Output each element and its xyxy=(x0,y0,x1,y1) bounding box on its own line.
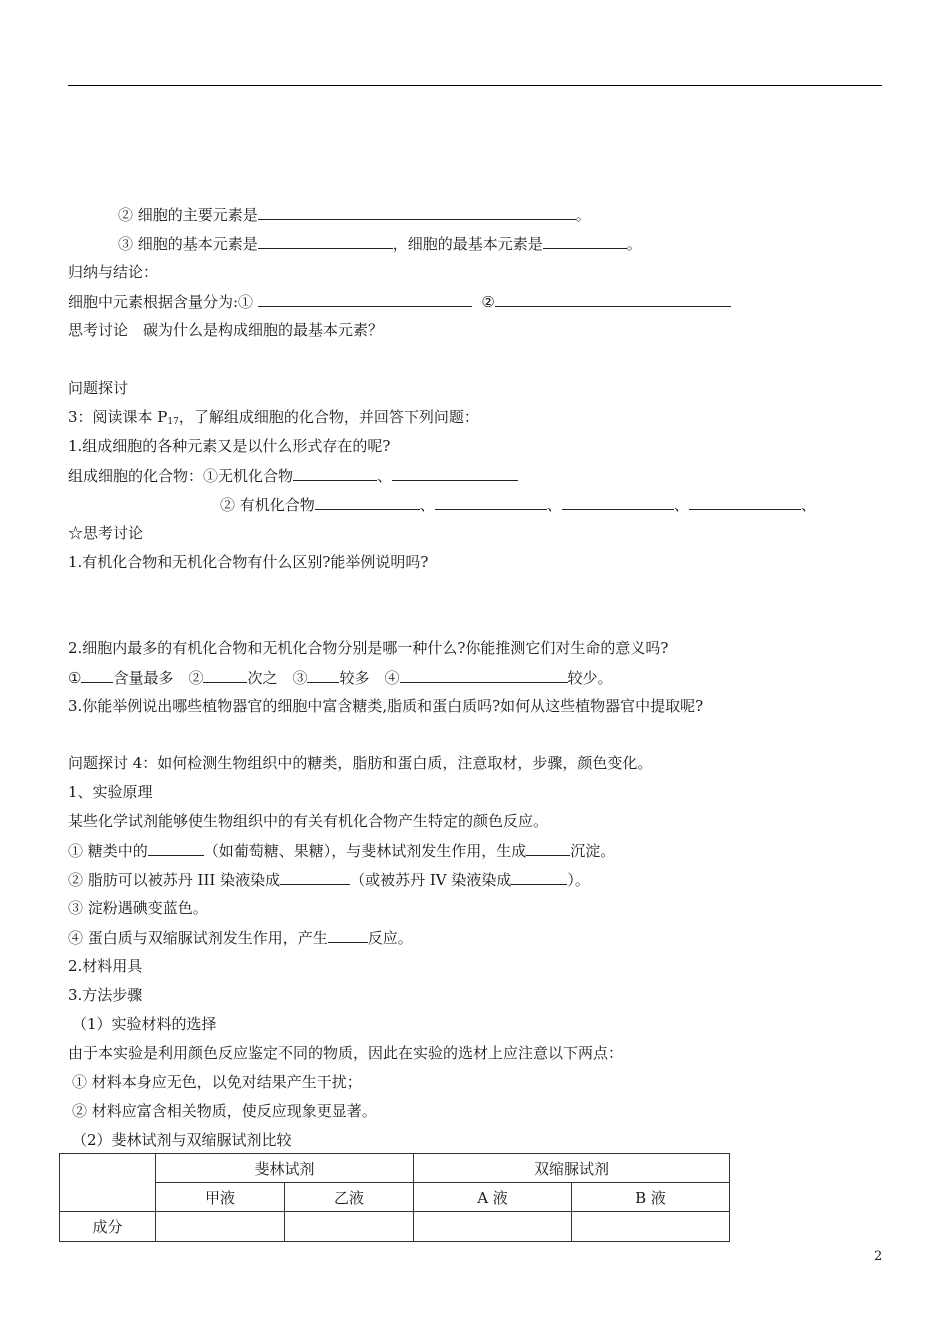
blank-content-1[interactable] xyxy=(258,291,472,307)
think-star-heading: ☆思考讨论 xyxy=(68,524,144,542)
blank-protein-color[interactable] xyxy=(328,927,368,943)
method-1-point-b: ② 材料应富含相关物质，使反应现象更显著。 xyxy=(72,1102,377,1120)
blank-inorganic-2[interactable] xyxy=(392,465,518,481)
blank-organic-3[interactable] xyxy=(562,494,674,510)
blank-most-basic-element[interactable] xyxy=(543,233,627,249)
table-header-jia: 甲液 xyxy=(156,1183,285,1212)
table-header-yi: 乙液 xyxy=(285,1183,414,1212)
line-protein: ④ 蛋白质与双缩脲试剂发生作用，产生 反应。 xyxy=(68,929,413,947)
blank-rank-4[interactable] xyxy=(400,667,568,683)
principle-text: 某些化学试剂能够使生物组织中的有关有机化合物产生特定的颜色反应。 xyxy=(68,812,549,830)
think-3: 3.你能举例说出哪些植物器官的细胞中富含糖类,脂质和蛋白质吗?如何从这些植物器官中提取呢? xyxy=(68,697,704,715)
question-3: 3：阅读课本 $P_{17}$，了解组成细胞的化合物，并回答下列问题： xyxy=(68,408,479,427)
method-heading: 3.方法步骤 xyxy=(68,986,143,1004)
blank-organic-1[interactable] xyxy=(315,494,420,510)
think-carbon: 思考讨论 碳为什么是构成细胞的最基本元素？ xyxy=(68,321,384,339)
problem-heading: 问题探讨 xyxy=(68,379,129,397)
blank-fat-color-3[interactable] xyxy=(280,869,350,885)
blank-sugar-type[interactable] xyxy=(148,840,204,856)
line-basic-elements: ③ 细胞的基本元素是 ，细胞的最基本元素是 。 xyxy=(118,235,642,253)
question-4: 问题探讨 4：如何检测生物组织中的糖类，脂肪和蛋白质，注意取材，步骤，颜色变化。 xyxy=(68,754,653,772)
line-main-elements: ② 细胞的主要元素是 。 xyxy=(118,206,591,224)
blank-organic-2[interactable] xyxy=(435,494,547,510)
table-header-b: B 液 xyxy=(572,1183,730,1212)
table-corner-cell xyxy=(60,1154,156,1212)
page-number: 2 xyxy=(874,1249,883,1264)
table-header-biuret: 双缩脲试剂 xyxy=(414,1154,730,1183)
line-content-classify: 细胞中元素根据含量分为:① ② xyxy=(68,291,731,312)
blank-fat-color-4[interactable] xyxy=(511,869,567,885)
line-fat: ② 脂肪可以被苏丹 III 染液染成 （或被苏丹 IV 染液染成 ）。 xyxy=(68,871,590,889)
blank-rank-1[interactable] xyxy=(81,667,113,683)
blank-rank-3[interactable] xyxy=(307,667,339,683)
blank-sugar-color[interactable] xyxy=(526,840,570,856)
table-cell-b[interactable] xyxy=(572,1212,730,1242)
table-cell-jia[interactable] xyxy=(156,1212,285,1242)
blank-organic-4[interactable] xyxy=(689,494,801,510)
blank-inorganic-1[interactable] xyxy=(293,465,377,481)
summary-heading: 归纳与结论： xyxy=(68,263,159,281)
think-1: 1.有机化合物和无机化合物有什么区别?能举例说明吗? xyxy=(68,553,429,571)
line-ranking: ① 含量最多 ② 次之 ③ 较多 ④ 较少。 xyxy=(68,669,613,687)
table-header-a: A 液 xyxy=(414,1183,572,1212)
method-1-point-a: ① 材料本身应无色，以免对结果产生干扰； xyxy=(72,1073,362,1091)
blank-rank-2[interactable] xyxy=(203,667,247,683)
method-2-heading: （2）斐林试剂与双缩脲试剂比较 xyxy=(72,1131,292,1149)
line-sugar: ① 糖类中的 （如葡萄糖、果糖），与斐林试剂发生作用，生成 沉淀。 xyxy=(68,842,616,860)
table-header-fehling: 斐林试剂 xyxy=(156,1154,414,1183)
principle-heading: 1、实验原理 xyxy=(68,783,153,801)
table-cell-yi[interactable] xyxy=(285,1212,414,1242)
blank-basic-elements[interactable] xyxy=(258,233,393,249)
blank-content-2[interactable] xyxy=(495,291,731,307)
materials-heading: 2.材料用具 xyxy=(68,957,143,975)
line-compounds-inorganic: 组成细胞的化合物：①无机化合物 、 xyxy=(68,465,518,486)
question-3-1: 1.组成细胞的各种元素又是以什么形式存在的呢? xyxy=(68,437,391,455)
header-rule xyxy=(68,85,882,86)
method-1-text: 由于本实验是利用颜色反应鉴定不同的物质，因此在实验的选材上应注意以下两点： xyxy=(68,1044,624,1062)
line-starch: ③ 淀粉遇碘变蓝色。 xyxy=(68,899,208,917)
method-1-heading: （1）实验材料的选择 xyxy=(72,1015,217,1033)
table-cell-a[interactable] xyxy=(414,1212,572,1242)
reagent-comparison-table xyxy=(59,1153,730,1242)
think-2: 2.细胞内最多的有机化合物和无机化合物分别是哪一种什么?你能推测它们对生命的意义吗? xyxy=(68,639,669,657)
line-compounds-organic: ② 有机化合物 、 、 、 、 xyxy=(220,496,816,514)
blank-main-elements[interactable] xyxy=(258,204,576,220)
table-row-label: 成分 xyxy=(60,1212,156,1242)
